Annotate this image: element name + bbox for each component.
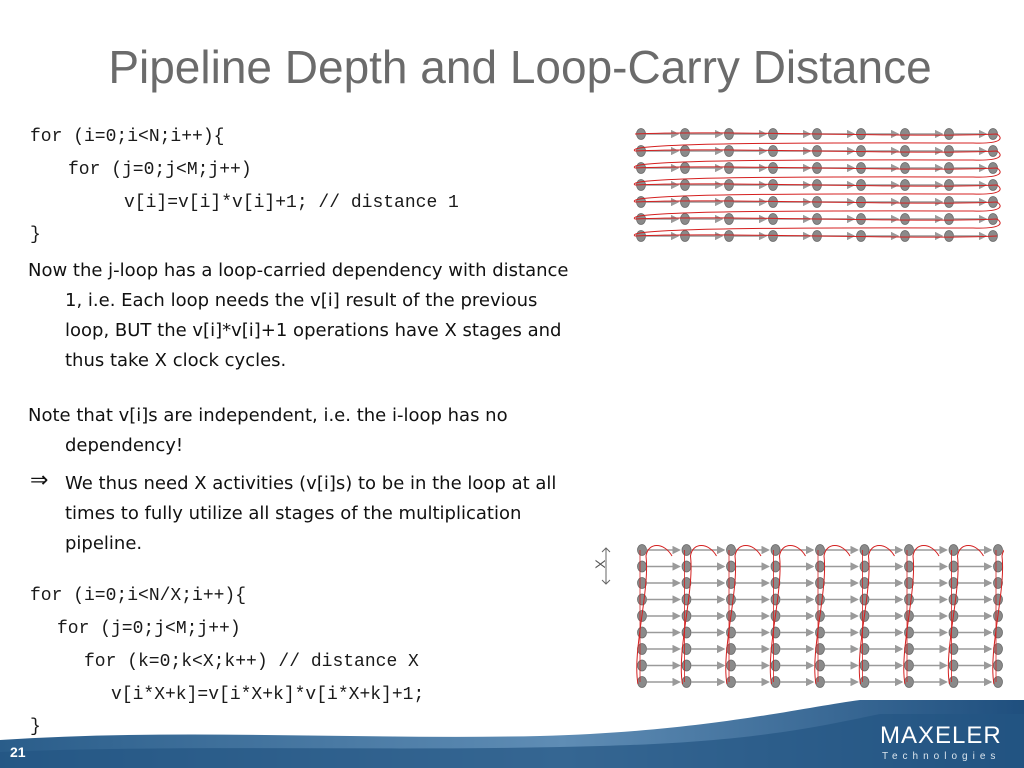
pipeline-stage-node (771, 594, 780, 605)
pipeline-stage-node (638, 660, 647, 671)
pipeline-stage-node (901, 180, 910, 191)
pipeline-stage-node (769, 197, 778, 208)
code1-line3: v[i]=v[i]*v[i]+1; // distance 1 (124, 193, 459, 213)
pipeline-stage-node (771, 545, 780, 556)
pipeline-stage-node (857, 146, 866, 157)
pipeline-stage-node (945, 129, 954, 140)
pipeline-stage-node (725, 231, 734, 242)
pipeline-stage-node (816, 660, 825, 671)
pipeline-diagram-distance-x (628, 538, 1004, 694)
pipeline-stage-node (945, 180, 954, 191)
pipeline-stage-node (901, 163, 910, 174)
pipeline-stage-node (816, 594, 825, 605)
pipeline-stage-node (725, 146, 734, 157)
pipeline-stage-node (681, 197, 690, 208)
slide-number: 21 (10, 744, 26, 760)
pipeline-stage-node (857, 180, 866, 191)
pipeline-stage-node (901, 214, 910, 225)
para3-line1: We thus need X activities (v[i]s) to be in the loop at all (65, 473, 557, 494)
pipeline-stage-node (945, 231, 954, 242)
pipeline-stage-node (727, 561, 736, 572)
pipeline-stage-node (727, 594, 736, 605)
pipeline-stage-node (857, 231, 866, 242)
pipeline-stage-node (682, 594, 691, 605)
pipeline-stage-node (681, 163, 690, 174)
pipeline-stage-node (769, 163, 778, 174)
footer-bar (0, 700, 1024, 768)
pipeline-stage-node (905, 545, 914, 556)
para3-line3: pipeline. (65, 533, 143, 554)
code2-line2: for (j=0;j<M;j++) (57, 619, 241, 639)
pipeline-stage-node (994, 644, 1003, 655)
pipeline-stage-node (638, 594, 647, 605)
pipeline-stage-node (638, 644, 647, 655)
slide-title: Pipeline Depth and Loop-Carry Distance (108, 41, 932, 93)
pipeline-stage-node (860, 644, 869, 655)
para1-line2: 1, i.e. Each loop needs the v[i] result of the previous (65, 290, 538, 311)
para2-line2: dependency! (65, 435, 184, 456)
maxeler-logo-subtitle: Technologies (882, 751, 1001, 762)
pipeline-stage-node (771, 644, 780, 655)
pipeline-stage-node (901, 129, 910, 140)
pipeline-stage-node (945, 163, 954, 174)
pipeline-stage-node (905, 660, 914, 671)
pipeline-stage-node (905, 561, 914, 572)
pipeline-stage-node (994, 660, 1003, 671)
pipeline-stage-node (727, 660, 736, 671)
pipeline-stage-node (681, 180, 690, 191)
para1-line1: Now the j-loop has a loop-carried dependency with distance (28, 260, 569, 281)
pipeline-stage-node (681, 129, 690, 140)
pipeline-stage-node (905, 644, 914, 655)
implies-arrow-icon: ⇒ (30, 468, 49, 493)
pipeline-stage-node (727, 644, 736, 655)
pipeline-stage-node (860, 561, 869, 572)
pipeline-stage-node (681, 146, 690, 157)
pipeline-stage-node (769, 180, 778, 191)
pipeline-stage-node (769, 231, 778, 242)
paragraph-independent (28, 401, 668, 461)
pipeline-stage-node (682, 545, 691, 556)
pipeline-stage-node (860, 660, 869, 671)
pipeline-stage-node (857, 163, 866, 174)
pipeline-stage-node (681, 231, 690, 242)
pipeline-stage-node (769, 129, 778, 140)
para3-line2: times to fully utilize all stages of the multiplication (65, 503, 522, 524)
pipeline-stage-node (725, 197, 734, 208)
pipeline-stage-node (860, 594, 869, 605)
pipeline-stage-node (857, 129, 866, 140)
pipeline-stage-node (857, 214, 866, 225)
pipeline-stage-node (769, 214, 778, 225)
pipeline-stage-node (949, 677, 958, 688)
pipeline-stage-node (994, 594, 1003, 605)
pipeline-stage-node (727, 545, 736, 556)
pipeline-stage-node (860, 677, 869, 688)
pipeline-stage-node (682, 644, 691, 655)
pipeline-stage-node (725, 129, 734, 140)
pipeline-stage-node (682, 677, 691, 688)
pipeline-stage-node (725, 214, 734, 225)
pipeline-stage-node (994, 545, 1003, 556)
pipeline-stage-node (905, 677, 914, 688)
code2-line4: v[i*X+k]=v[i*X+k]*v[i*X+k]+1; (111, 685, 425, 705)
pipeline-stage-node (949, 561, 958, 572)
pipeline-stage-node (681, 214, 690, 225)
code-block-2 (30, 585, 425, 737)
pipeline-stage-node (945, 146, 954, 157)
pipeline-stage-node (901, 146, 910, 157)
code2-line3: for (k=0;k<X;k++) // distance X (84, 652, 419, 672)
pipeline-stage-node (682, 561, 691, 572)
pipeline-stage-node (727, 677, 736, 688)
pipeline-stage-node (945, 214, 954, 225)
paragraph-dependency (28, 256, 668, 376)
pipeline-stage-node (816, 561, 825, 572)
pipeline-stage-node (816, 677, 825, 688)
pipeline-stage-node (857, 197, 866, 208)
para1-line3: loop, BUT the v[i]*v[i]+1 operations have X stages and (65, 320, 562, 341)
pipeline-stage-node (771, 660, 780, 671)
pipeline-stage-node (949, 660, 958, 671)
pipeline-stage-node (994, 561, 1003, 572)
pipeline-stage-node (860, 545, 869, 556)
code-block-1 (30, 126, 459, 245)
code1-line1: for (i=0;i<N;i++){ (30, 127, 225, 147)
pipeline-stage-node (638, 545, 647, 556)
pipeline-stage-node (949, 545, 958, 556)
paragraph-conclusion (28, 469, 668, 559)
pipeline-stage-node (725, 180, 734, 191)
code2-line1: for (i=0;i<N/X;i++){ (30, 586, 247, 606)
x-span-label: X (592, 559, 609, 569)
pipeline-stage-node (769, 146, 778, 157)
pipeline-stage-node (949, 644, 958, 655)
pipeline-stage-node (949, 594, 958, 605)
pipeline-stage-node (682, 660, 691, 671)
pipeline-stage-node (638, 677, 647, 688)
pipeline-stage-node (816, 644, 825, 655)
pipeline-stage-node (901, 197, 910, 208)
code2-line5: } (30, 717, 41, 737)
pipeline-stage-node (816, 545, 825, 556)
pipeline-stage-node (725, 163, 734, 174)
para2-line1: Note that v[i]s are independent, i.e. the i-loop has no (28, 405, 508, 426)
pipeline-stage-node (905, 594, 914, 605)
maxeler-logo: MAXELER (880, 722, 1002, 749)
pipeline-stage-node (638, 561, 647, 572)
pipeline-diagram-distance-1 (628, 124, 1004, 248)
code1-line4: } (30, 225, 41, 245)
pipeline-stage-node (771, 561, 780, 572)
pipeline-stage-node (945, 197, 954, 208)
pipeline-stage-node (994, 677, 1003, 688)
pipeline-stage-node (771, 677, 780, 688)
pipeline-stage-node (901, 231, 910, 242)
code1-line2: for (j=0;j<M;j++) (68, 160, 252, 180)
para1-line4: thus take X clock cycles. (65, 350, 287, 371)
